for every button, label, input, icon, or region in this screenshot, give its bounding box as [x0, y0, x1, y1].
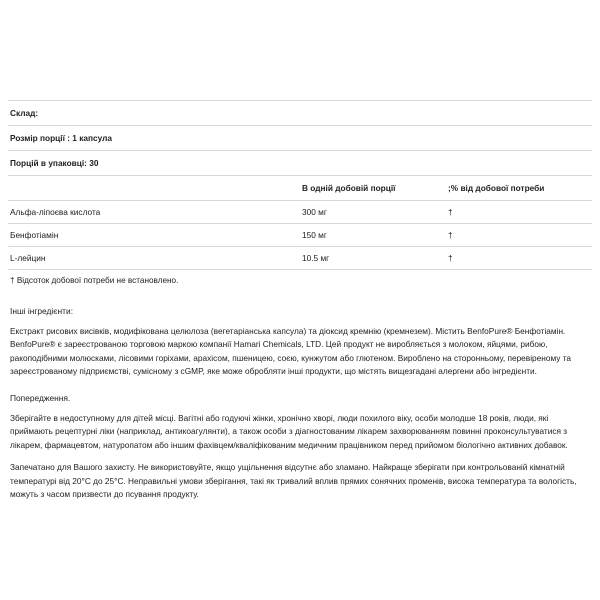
nutrient-name: Альфа-ліпоєва кислота	[10, 207, 101, 217]
nutrient-name: L-лейцин	[10, 253, 46, 263]
table-row	[8, 223, 592, 246]
supplement-facts-title: Склад:	[10, 108, 39, 118]
column-header-daily-value: ;% від добової потреби	[448, 183, 545, 193]
warning-title: Попередження.	[10, 392, 71, 403]
servings-per-container-line	[8, 151, 592, 175]
column-header-amount: В одній добовій порції	[302, 183, 396, 193]
servings-per-container-row	[8, 150, 592, 175]
nutrient-daily-value: †	[448, 230, 453, 240]
nutrient-amount: 300 мг	[302, 207, 327, 217]
supplement-facts-header	[8, 100, 592, 125]
daily-value-footnote: † Відсоток добової потреби не встановлено.	[8, 269, 592, 292]
nutrient-amount: 10.5 мг	[302, 253, 330, 263]
serving-size-line	[8, 126, 592, 150]
table-row	[8, 246, 592, 269]
serving-size-row	[8, 125, 592, 150]
facts-column-headers	[8, 175, 592, 200]
nutrient-name: Бенфотіамін	[10, 230, 59, 240]
other-ingredients-text: Екстракт рисових висівків, модифікована целюлоза (вегетаріанська капсула) та діоксид кремнію (кремнезем). Містить BenfoPure® Бенфотіамін. BenfoPure® є зареєстрованою торговою маркою компанії Hamari Chemicals, LTD. Цей продукт не виробляється з молоком, яйцями, рибою, ракоподібними молюсками, лісовими горіхами, арахісом, пшеницею, соєю, кунжутом або глютеном. Вироблено на сторонньому, перевіреному та зареєстрованому підприємстві, сумісному з cGMP, яке може обробляти інші продукти, що містять вищезгадані алергени або інгредієнти.	[10, 326, 572, 377]
column-header-blank	[8, 176, 300, 200]
servings-per-container-value: 30	[89, 158, 99, 168]
table-row	[8, 200, 592, 223]
serving-size-value: 1 капсула	[72, 133, 112, 143]
nutrient-amount: 150 мг	[302, 230, 327, 240]
warning-paragraph-1: Зберігайте в недоступному для дітей місці. Вагітні або годуючі жінки, хронічно хворі, люди похилого віку, особи молодше 18 років, люди, які приймають рецептурні ліки (наприклад, антикоагулянти), а також особи з діагностованим лікарем захворюванням повинні проконсультуватися з лікарем, фармацевтом, натуропатом або іншим фахівцем/кваліфікованим медичним працівником перед прийомом біологічно активних добавок.	[10, 412, 568, 450]
serving-size-label: Розмір порції :	[10, 133, 70, 143]
nutrient-daily-value: †	[448, 207, 453, 217]
supplement-facts-panel	[8, 100, 592, 292]
top-spacer	[8, 0, 592, 100]
warning-paragraph-2: Запечатано для Вашого захисту. Не використовуйте, якщо ущільнення відсутнє або зламано. Найкраще зберігати при контрольованій кімнатній температурі від 20°C до 25°C. Неправильні умови зберігання, такі як тривалий вплив прямих сонячних променів, висока температура та вологість, можуть з часом призвести до псування продукту.	[10, 462, 577, 499]
other-ingredients-section	[8, 306, 592, 379]
other-ingredients-title: Інші інгредієнти:	[10, 306, 74, 316]
servings-per-container-label: Порцій в упаковці:	[10, 158, 87, 168]
warning-section	[8, 393, 592, 502]
nutrient-daily-value: †	[448, 253, 453, 263]
